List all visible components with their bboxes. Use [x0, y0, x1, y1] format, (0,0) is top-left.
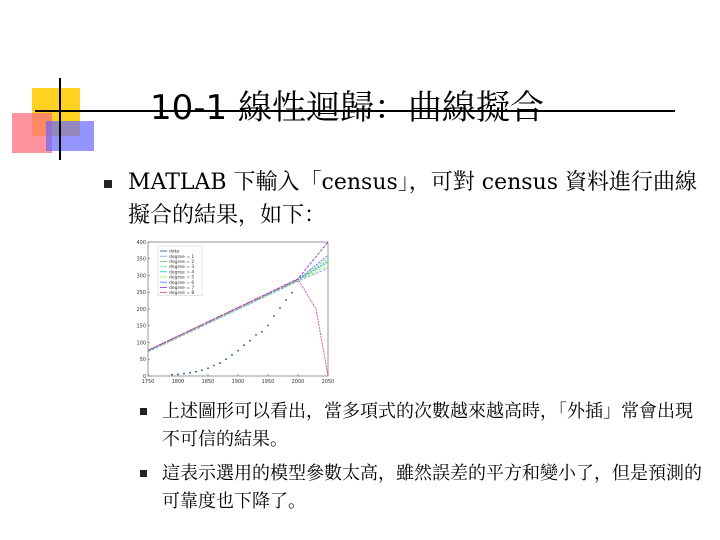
data-point	[171, 374, 173, 376]
y-tick-label: 400	[136, 239, 146, 246]
legend-label: degree = 4	[169, 270, 195, 276]
main-bullet-text: MATLAB 下輸入「census」，可對 census 資料進行曲線擬合的結果，如下：	[128, 170, 698, 228]
data-point	[237, 350, 239, 352]
census-chart-svg	[128, 236, 338, 386]
data-point	[219, 362, 221, 364]
legend-label: degree = 7	[169, 286, 195, 291]
slide-title: 10-1 線性迴歸：曲線擬合	[150, 88, 544, 128]
sub-bullet-square-icon	[140, 408, 147, 415]
decorative-blue-block	[46, 121, 94, 151]
y-tick-label: 150	[136, 323, 146, 330]
sub-bullet-square-icon	[140, 470, 147, 477]
data-point	[213, 365, 215, 367]
sub-bullet-text-1: 上述圖形可以看出，當多項式的次數越來越高時，「外插」常會出現不可信的結果。	[162, 401, 693, 450]
y-tick-label: 50	[139, 357, 146, 364]
sub-bullet-text-2: 這表示選用的模型參數太高，雖然誤差的平方和變小了，但是預測的可靠度也下降了。	[162, 463, 702, 512]
data-point	[225, 358, 227, 360]
x-tick-label: 1750	[141, 379, 155, 385]
x-tick-label: 1850	[201, 379, 215, 385]
data-point	[261, 331, 263, 333]
y-tick-label: 250	[136, 290, 146, 297]
data-point	[177, 373, 179, 375]
data-point	[291, 292, 293, 294]
data-point	[195, 371, 197, 373]
y-tick-label: 200	[136, 306, 146, 313]
data-point	[201, 369, 203, 371]
legend-label: degree = 8	[169, 291, 195, 297]
y-tick-label: 350	[136, 256, 146, 263]
data-point	[231, 354, 233, 356]
census-chart	[128, 236, 338, 386]
data-point	[267, 325, 269, 327]
data-point	[183, 373, 185, 375]
legend-label: degree = 5	[169, 275, 195, 281]
x-tick-label: 1950	[261, 379, 275, 385]
y-tick-label: 300	[136, 273, 146, 280]
data-point	[273, 315, 275, 317]
bullet-square-icon	[104, 180, 112, 188]
data-point	[243, 344, 245, 346]
legend-label: degree = 6	[169, 280, 195, 286]
legend-label: degree = 2	[169, 260, 195, 265]
x-tick-label: 1800	[171, 379, 185, 385]
decorative-vertical-line	[59, 78, 61, 160]
x-tick-label: 2050	[321, 379, 335, 385]
data-point	[279, 307, 281, 309]
legend-label: degree = 3	[169, 265, 195, 271]
data-point	[249, 340, 251, 342]
data-point	[285, 299, 287, 301]
y-tick-label: 0	[142, 373, 146, 380]
data-point	[189, 372, 191, 374]
x-tick-label: 1900	[231, 379, 245, 385]
legend-label: data	[169, 249, 180, 255]
y-tick-label: 100	[136, 340, 146, 347]
legend-label: degree = 1	[169, 254, 195, 260]
data-point	[207, 367, 209, 369]
x-tick-label: 2000	[291, 379, 305, 385]
data-point	[255, 334, 257, 336]
